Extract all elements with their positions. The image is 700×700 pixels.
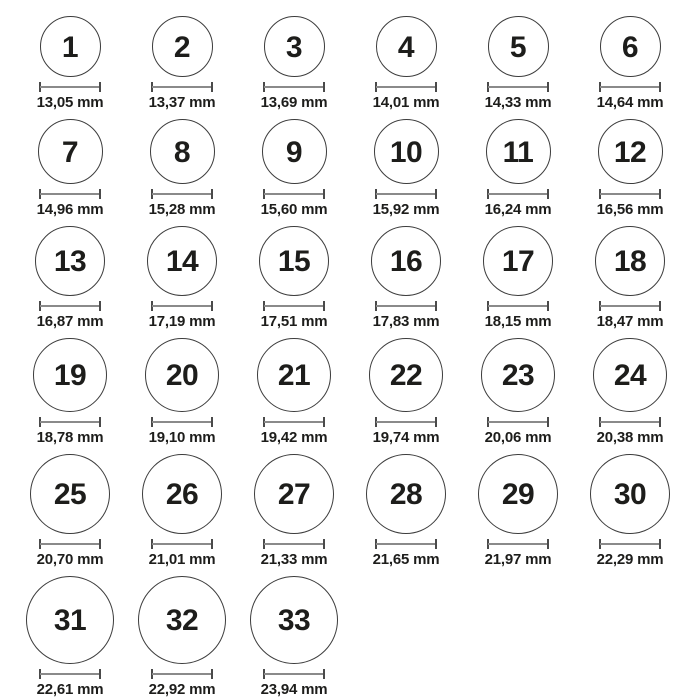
diameter-label: 14,64 mm — [596, 94, 664, 111]
ring-size-cell — [238, 119, 350, 218]
measure-right-tick — [323, 417, 325, 427]
diameter-measure — [263, 539, 325, 549]
chart-row — [14, 119, 686, 218]
measure-right-tick — [435, 301, 437, 311]
ring-circle — [488, 16, 549, 77]
ring-size-number: 14 — [165, 245, 199, 278]
ring-size-cell — [350, 16, 462, 111]
diameter-measure — [599, 189, 661, 199]
ring-size-cell — [350, 119, 462, 218]
measure-right-tick — [211, 82, 213, 92]
ring-size-number: 22 — [389, 359, 423, 392]
measure-right-tick — [547, 189, 549, 199]
measure-right-tick — [99, 301, 101, 311]
ring-size-cell — [462, 338, 574, 446]
measure-line — [40, 193, 100, 195]
ring-size-cell — [126, 226, 238, 330]
measure-line — [152, 193, 212, 195]
diameter-label: 16,87 mm — [36, 313, 104, 330]
ring-circle — [264, 16, 325, 77]
diameter-label: 15,92 mm — [372, 201, 440, 218]
ring-size-number: 25 — [53, 478, 87, 511]
diameter-measure — [487, 301, 549, 311]
ring-size-number: 23 — [501, 359, 535, 392]
diameter-measure — [151, 189, 213, 199]
diameter-measure — [375, 82, 437, 92]
measure-line — [376, 421, 436, 423]
measure-right-tick — [99, 82, 101, 92]
diameter-label: 20,38 mm — [596, 429, 664, 446]
ring-size-cell — [126, 576, 238, 698]
ring-size-number: 20 — [165, 359, 199, 392]
diameter-label: 20,70 mm — [36, 551, 104, 568]
chart-row — [14, 16, 686, 111]
ring-size-number: 4 — [397, 30, 415, 64]
ring-circle — [33, 338, 107, 412]
diameter-measure — [39, 82, 101, 92]
diameter-label: 19,42 mm — [260, 429, 328, 446]
ring-circle — [600, 16, 661, 77]
ring-size-number: 8 — [173, 135, 191, 169]
diameter-measure — [151, 669, 213, 679]
diameter-label: 16,56 mm — [596, 201, 664, 218]
measure-right-tick — [547, 417, 549, 427]
measure-line — [376, 193, 436, 195]
ring-circle — [478, 454, 558, 534]
ring-size-cell — [574, 338, 686, 446]
ring-circle — [38, 119, 103, 184]
measure-right-tick — [659, 539, 661, 549]
measure-right-tick — [211, 301, 213, 311]
diameter-label: 20,06 mm — [484, 429, 552, 446]
measure-right-tick — [211, 539, 213, 549]
diameter-measure — [39, 417, 101, 427]
diameter-label: 13,69 mm — [260, 94, 328, 111]
ring-size-cell — [126, 454, 238, 568]
ring-circle — [374, 119, 439, 184]
measure-line — [40, 86, 100, 88]
measure-right-tick — [211, 189, 213, 199]
measure-right-tick — [323, 669, 325, 679]
ring-size-number: 12 — [613, 135, 647, 169]
ring-size-number: 24 — [613, 359, 647, 392]
diameter-label: 19,10 mm — [148, 429, 216, 446]
diameter-measure — [375, 189, 437, 199]
ring-circle — [254, 454, 334, 534]
ring-size-cell — [350, 338, 462, 446]
diameter-label: 21,97 mm — [484, 551, 552, 568]
ring-circle — [262, 119, 327, 184]
diameter-measure — [263, 82, 325, 92]
measure-line — [600, 421, 660, 423]
ring-size-number: 29 — [501, 478, 535, 511]
ring-circle — [486, 119, 551, 184]
diameter-label: 17,51 mm — [260, 313, 328, 330]
diameter-label: 17,19 mm — [148, 313, 216, 330]
measure-line — [264, 543, 324, 545]
diameter-label: 13,37 mm — [148, 94, 216, 111]
diameter-measure — [487, 82, 549, 92]
diameter-measure — [487, 417, 549, 427]
ring-circle — [595, 226, 665, 296]
measure-right-tick — [99, 539, 101, 549]
measure-line — [488, 193, 548, 195]
ring-size-number: 26 — [165, 478, 199, 511]
diameter-measure — [263, 417, 325, 427]
measure-right-tick — [435, 539, 437, 549]
ring-size-number: 13 — [53, 245, 87, 278]
ring-circle — [257, 338, 331, 412]
measure-right-tick — [211, 417, 213, 427]
measure-line — [152, 86, 212, 88]
measure-line — [600, 193, 660, 195]
ring-size-cell — [238, 454, 350, 568]
diameter-measure — [263, 189, 325, 199]
measure-right-tick — [99, 417, 101, 427]
measure-line — [488, 305, 548, 307]
measure-line — [40, 421, 100, 423]
diameter-label: 18,15 mm — [484, 313, 552, 330]
ring-circle — [26, 576, 114, 664]
ring-circle — [145, 338, 219, 412]
diameter-label: 23,94 mm — [260, 681, 328, 698]
ring-circle — [376, 16, 437, 77]
measure-line — [600, 86, 660, 88]
ring-circle — [152, 16, 213, 77]
ring-circle — [250, 576, 338, 664]
ring-size-number: 28 — [389, 478, 423, 511]
measure-right-tick — [435, 417, 437, 427]
measure-line — [488, 86, 548, 88]
measure-line — [264, 673, 324, 675]
diameter-label: 21,01 mm — [148, 551, 216, 568]
diameter-measure — [599, 301, 661, 311]
ring-circle — [138, 576, 226, 664]
measure-right-tick — [659, 82, 661, 92]
measure-line — [40, 673, 100, 675]
diameter-label: 22,29 mm — [596, 551, 664, 568]
measure-right-tick — [659, 301, 661, 311]
ring-size-cell — [126, 16, 238, 111]
measure-right-tick — [323, 82, 325, 92]
measure-right-tick — [211, 669, 213, 679]
ring-size-cell — [462, 226, 574, 330]
measure-right-tick — [659, 189, 661, 199]
ring-size-number: 3 — [285, 30, 303, 64]
ring-size-cell — [574, 16, 686, 111]
ring-size-cell — [350, 226, 462, 330]
ring-size-number: 17 — [501, 245, 535, 278]
ring-size-cell — [126, 119, 238, 218]
ring-size-number: 1 — [61, 30, 79, 64]
measure-line — [376, 543, 436, 545]
measure-right-tick — [323, 301, 325, 311]
chart-row — [14, 454, 686, 568]
ring-size-cell — [14, 119, 126, 218]
measure-line — [264, 86, 324, 88]
measure-line — [376, 86, 436, 88]
diameter-measure — [39, 301, 101, 311]
ring-circle — [150, 119, 215, 184]
measure-line — [264, 193, 324, 195]
chart-row — [14, 576, 686, 698]
diameter-measure — [39, 539, 101, 549]
diameter-label: 22,61 mm — [36, 681, 104, 698]
diameter-label: 14,96 mm — [36, 201, 104, 218]
diameter-measure — [487, 539, 549, 549]
ring-size-number: 7 — [61, 135, 79, 169]
ring-circle — [259, 226, 329, 296]
diameter-label: 17,83 mm — [372, 313, 440, 330]
diameter-label: 18,47 mm — [596, 313, 664, 330]
ring-size-number: 2 — [173, 30, 191, 64]
ring-size-number: 18 — [613, 245, 647, 278]
diameter-label: 14,33 mm — [484, 94, 552, 111]
measure-right-tick — [547, 539, 549, 549]
measure-line — [376, 305, 436, 307]
diameter-measure — [263, 669, 325, 679]
measure-right-tick — [323, 539, 325, 549]
diameter-measure — [487, 189, 549, 199]
ring-circle — [598, 119, 663, 184]
ring-circle — [481, 338, 555, 412]
diameter-measure — [151, 539, 213, 549]
measure-right-tick — [435, 189, 437, 199]
measure-right-tick — [99, 189, 101, 199]
ring-circle — [369, 338, 443, 412]
measure-line — [600, 305, 660, 307]
diameter-measure — [599, 417, 661, 427]
ring-size-cell — [14, 338, 126, 446]
ring-size-number: 5 — [509, 30, 527, 64]
ring-size-cell — [126, 338, 238, 446]
ring-size-number: 10 — [389, 135, 423, 169]
ring-size-cell — [574, 454, 686, 568]
ring-size-number: 27 — [277, 478, 311, 511]
ring-size-number: 32 — [165, 604, 199, 637]
ring-size-number: 33 — [277, 604, 311, 637]
measure-right-tick — [659, 417, 661, 427]
diameter-measure — [375, 539, 437, 549]
diameter-label: 13,05 mm — [36, 94, 104, 111]
ring-circle — [371, 226, 441, 296]
ring-size-cell — [14, 454, 126, 568]
measure-right-tick — [435, 82, 437, 92]
diameter-measure — [375, 417, 437, 427]
diameter-measure — [39, 189, 101, 199]
diameter-label: 18,78 mm — [36, 429, 104, 446]
measure-line — [152, 305, 212, 307]
measure-line — [264, 421, 324, 423]
ring-size-number: 31 — [53, 604, 87, 637]
chart-row — [14, 338, 686, 446]
measure-line — [40, 543, 100, 545]
measure-line — [40, 305, 100, 307]
ring-size-cell — [574, 226, 686, 330]
measure-line — [152, 543, 212, 545]
ring-size-number: 21 — [277, 359, 311, 392]
diameter-measure — [375, 301, 437, 311]
ring-size-cell — [238, 338, 350, 446]
ring-size-number: 11 — [502, 135, 534, 169]
measure-right-tick — [99, 669, 101, 679]
diameter-measure — [599, 539, 661, 549]
ring-size-number: 6 — [621, 30, 639, 64]
ring-circle — [30, 454, 110, 534]
ring-size-cell — [14, 226, 126, 330]
measure-right-tick — [323, 189, 325, 199]
ring-size-cell — [14, 576, 126, 698]
ring-size-cell — [462, 16, 574, 111]
ring-size-number: 30 — [613, 478, 647, 511]
ring-circle — [590, 454, 670, 534]
ring-size-cell — [462, 454, 574, 568]
ring-size-cell — [238, 576, 350, 698]
diameter-label: 15,60 mm — [260, 201, 328, 218]
ring-size-number: 9 — [285, 135, 303, 169]
diameter-label: 21,33 mm — [260, 551, 328, 568]
ring-size-number: 19 — [53, 359, 87, 392]
diameter-label: 14,01 mm — [372, 94, 440, 111]
diameter-measure — [151, 417, 213, 427]
measure-line — [600, 543, 660, 545]
ring-circle — [40, 16, 101, 77]
diameter-label: 22,92 mm — [148, 681, 216, 698]
measure-line — [488, 543, 548, 545]
ring-circle — [593, 338, 667, 412]
ring-size-cell — [350, 454, 462, 568]
diameter-label: 15,28 mm — [148, 201, 216, 218]
diameter-label: 21,65 mm — [372, 551, 440, 568]
ring-circle — [147, 226, 217, 296]
ring-size-cell — [14, 16, 126, 111]
diameter-measure — [151, 82, 213, 92]
diameter-label: 16,24 mm — [484, 201, 552, 218]
measure-right-tick — [547, 82, 549, 92]
measure-right-tick — [547, 301, 549, 311]
ring-size-cell — [238, 226, 350, 330]
measure-line — [152, 421, 212, 423]
diameter-measure — [263, 301, 325, 311]
measure-line — [152, 673, 212, 675]
measure-line — [264, 305, 324, 307]
ring-size-cell — [238, 16, 350, 111]
ring-size-number: 16 — [389, 245, 423, 278]
diameter-measure — [39, 669, 101, 679]
diameter-measure — [151, 301, 213, 311]
ring-size-cell — [462, 119, 574, 218]
ring-circle — [35, 226, 105, 296]
chart-row — [14, 226, 686, 330]
measure-line — [488, 421, 548, 423]
diameter-measure — [599, 82, 661, 92]
ring-size-cell — [574, 119, 686, 218]
ring-size-number: 15 — [277, 245, 311, 278]
ring-circle — [483, 226, 553, 296]
diameter-label: 19,74 mm — [372, 429, 440, 446]
ring-circle — [142, 454, 222, 534]
ring-circle — [366, 454, 446, 534]
